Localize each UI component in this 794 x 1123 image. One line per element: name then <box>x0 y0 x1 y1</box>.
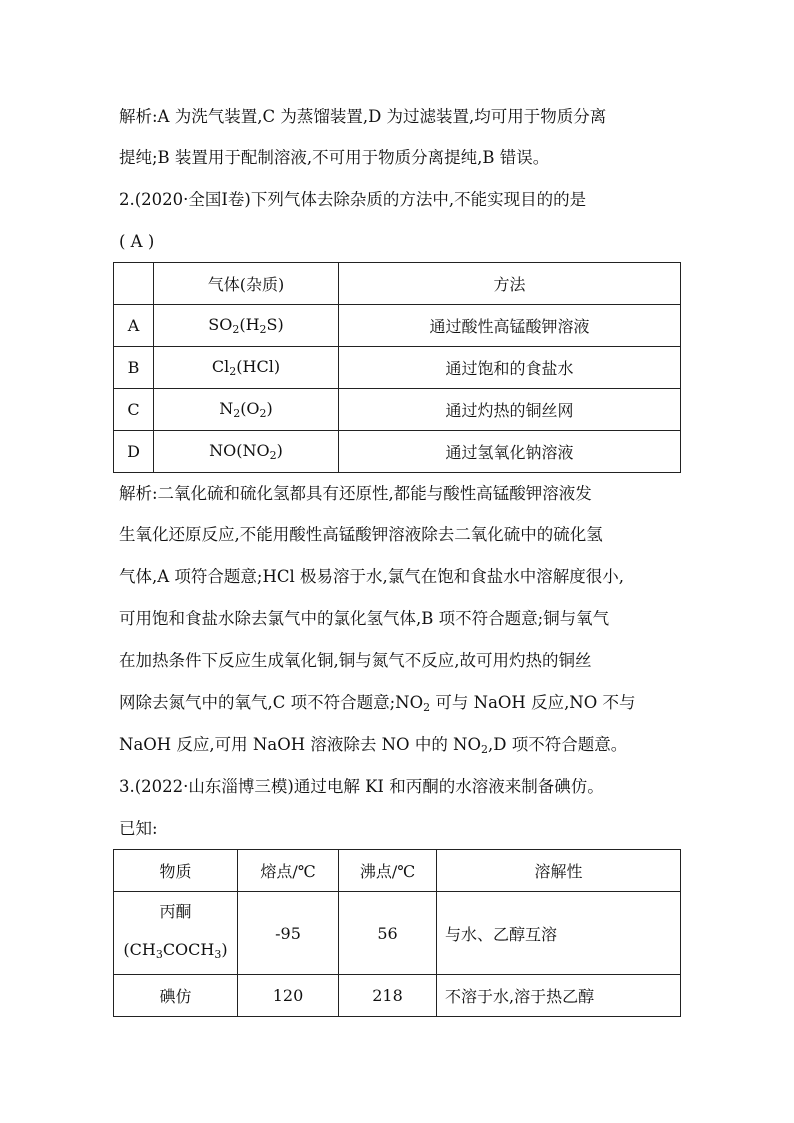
q3-known: 已知: <box>119 819 158 838</box>
analysis2-line7 <box>119 733 627 762</box>
text: 网除去氮气中的氧气,C 项不符合题意;NO <box>119 693 424 712</box>
analysis2-line3: 气体,A 项符合题意;HCl 极易溶于水,氯气在饱和食盐水中溶解度很小, <box>119 567 624 586</box>
header-cell: 熔点/℃ <box>238 850 339 892</box>
text: ,D 项不符合题意。 <box>488 735 628 754</box>
solubility: 与水、乙醇互溶 <box>437 892 681 975</box>
analysis2-line2: 生氧化还原反应,不能用酸性高锰酸钾溶液除去二氧化硫中的硫化氢 <box>119 525 603 544</box>
melting-point: 120 <box>238 975 339 1017</box>
table-header-row <box>114 263 681 305</box>
row-label: D <box>114 431 154 473</box>
table-row <box>114 305 681 347</box>
header-cell: 物质 <box>114 850 238 892</box>
substance-formula <box>114 931 237 974</box>
analysis2-line6 <box>119 691 636 720</box>
impurity: (O <box>240 399 260 418</box>
method-cell: 通过氢氧化钠溶液 <box>339 431 681 473</box>
melting-point: -95 <box>238 892 339 975</box>
text: (CH <box>123 939 156 959</box>
analysis2-line5: 在加热条件下反应生成氧化铜,铜与氮气不反应,故可用灼热的铜丝 <box>119 651 592 670</box>
analysis2-line1: 解析:二氧化硫和硫化氢都具有还原性,都能与酸性高锰酸钾溶液发 <box>119 484 592 503</box>
table-row <box>114 431 681 473</box>
table-row <box>114 892 681 975</box>
substance-name: 碘仿 <box>114 975 238 1017</box>
header-cell <box>114 263 154 305</box>
table-row <box>114 347 681 389</box>
text: NaOH 反应,可用 NaOH 溶液除去 NO 中的 NO <box>119 735 482 754</box>
impurity-end: ) <box>276 441 283 460</box>
analysis1-line2: 提纯;B 装置用于配制溶液,不可用于物质分离提纯,B 错误。 <box>119 148 550 167</box>
boiling-point: 56 <box>339 892 437 975</box>
header-cell: 方法 <box>339 263 681 305</box>
subscript: 2 <box>232 323 240 336</box>
method-cell: 通过灼热的铜丝网 <box>339 389 681 431</box>
gas-cell <box>154 431 339 473</box>
q2-stem: 2.(2020·全国Ⅰ卷)下列气体去除杂质的方法中,不能实现目的的是 <box>119 190 587 209</box>
impurity: (NO <box>236 441 270 460</box>
header-cell: 沸点/℃ <box>339 850 437 892</box>
row-label: B <box>114 347 154 389</box>
subscript: 2 <box>269 449 277 462</box>
row-label: A <box>114 305 154 347</box>
subscript: 3 <box>155 947 163 961</box>
row-label: C <box>114 389 154 431</box>
impurity-end: S) <box>266 315 284 334</box>
subscript: 3 <box>214 947 222 961</box>
gas: NO <box>209 441 237 460</box>
analysis1-line1: 解析:A 为洗气装置,C 为蒸馏装置,D 为过滤装置,均可用于物质分离 <box>119 107 607 126</box>
gas-cell <box>154 347 339 389</box>
solubility: 不溶于水,溶于热乙醇 <box>437 975 681 1017</box>
gas: Cl <box>211 357 230 376</box>
q2-table <box>113 262 681 473</box>
q3-table <box>113 849 681 1017</box>
table-header-row <box>114 850 681 892</box>
text: COCH <box>162 939 215 959</box>
method-cell: 通过酸性高锰酸钾溶液 <box>339 305 681 347</box>
subscript: 2 <box>481 743 489 756</box>
gas: SO <box>208 315 233 334</box>
method-cell: 通过饱和的食盐水 <box>339 347 681 389</box>
header-cell: 气体(杂质) <box>154 263 339 305</box>
gas-cell <box>154 389 339 431</box>
boiling-point: 218 <box>339 975 437 1017</box>
subscript: 2 <box>229 365 237 378</box>
impurity: (HCl) <box>236 357 281 376</box>
table-row <box>114 389 681 431</box>
subscript: 2 <box>233 407 241 420</box>
subscript: 2 <box>423 701 431 714</box>
impurity-end: ) <box>266 399 273 418</box>
table-row <box>114 975 681 1017</box>
text: ) <box>221 939 228 959</box>
q3-stem: 3.(2022·山东淄博三模)通过电解 KI 和丙酮的水溶液来制备碘仿。 <box>119 777 604 796</box>
q2-answer: ( A ) <box>119 232 155 251</box>
gas-cell <box>154 305 339 347</box>
analysis2-line4: 可用饱和食盐水除去氯气中的氯化氢气体,B 项不符合题意;铜与氧气 <box>119 609 610 628</box>
impurity: (H <box>239 315 260 334</box>
text: 可与 NaOH 反应,NO 不与 <box>430 693 636 712</box>
substance-cell <box>114 892 238 975</box>
subscript: 2 <box>259 323 267 336</box>
substance-name: 丙酮 <box>159 901 192 921</box>
subscript: 2 <box>259 407 267 420</box>
header-cell: 溶解性 <box>437 850 681 892</box>
gas: N <box>219 399 234 418</box>
